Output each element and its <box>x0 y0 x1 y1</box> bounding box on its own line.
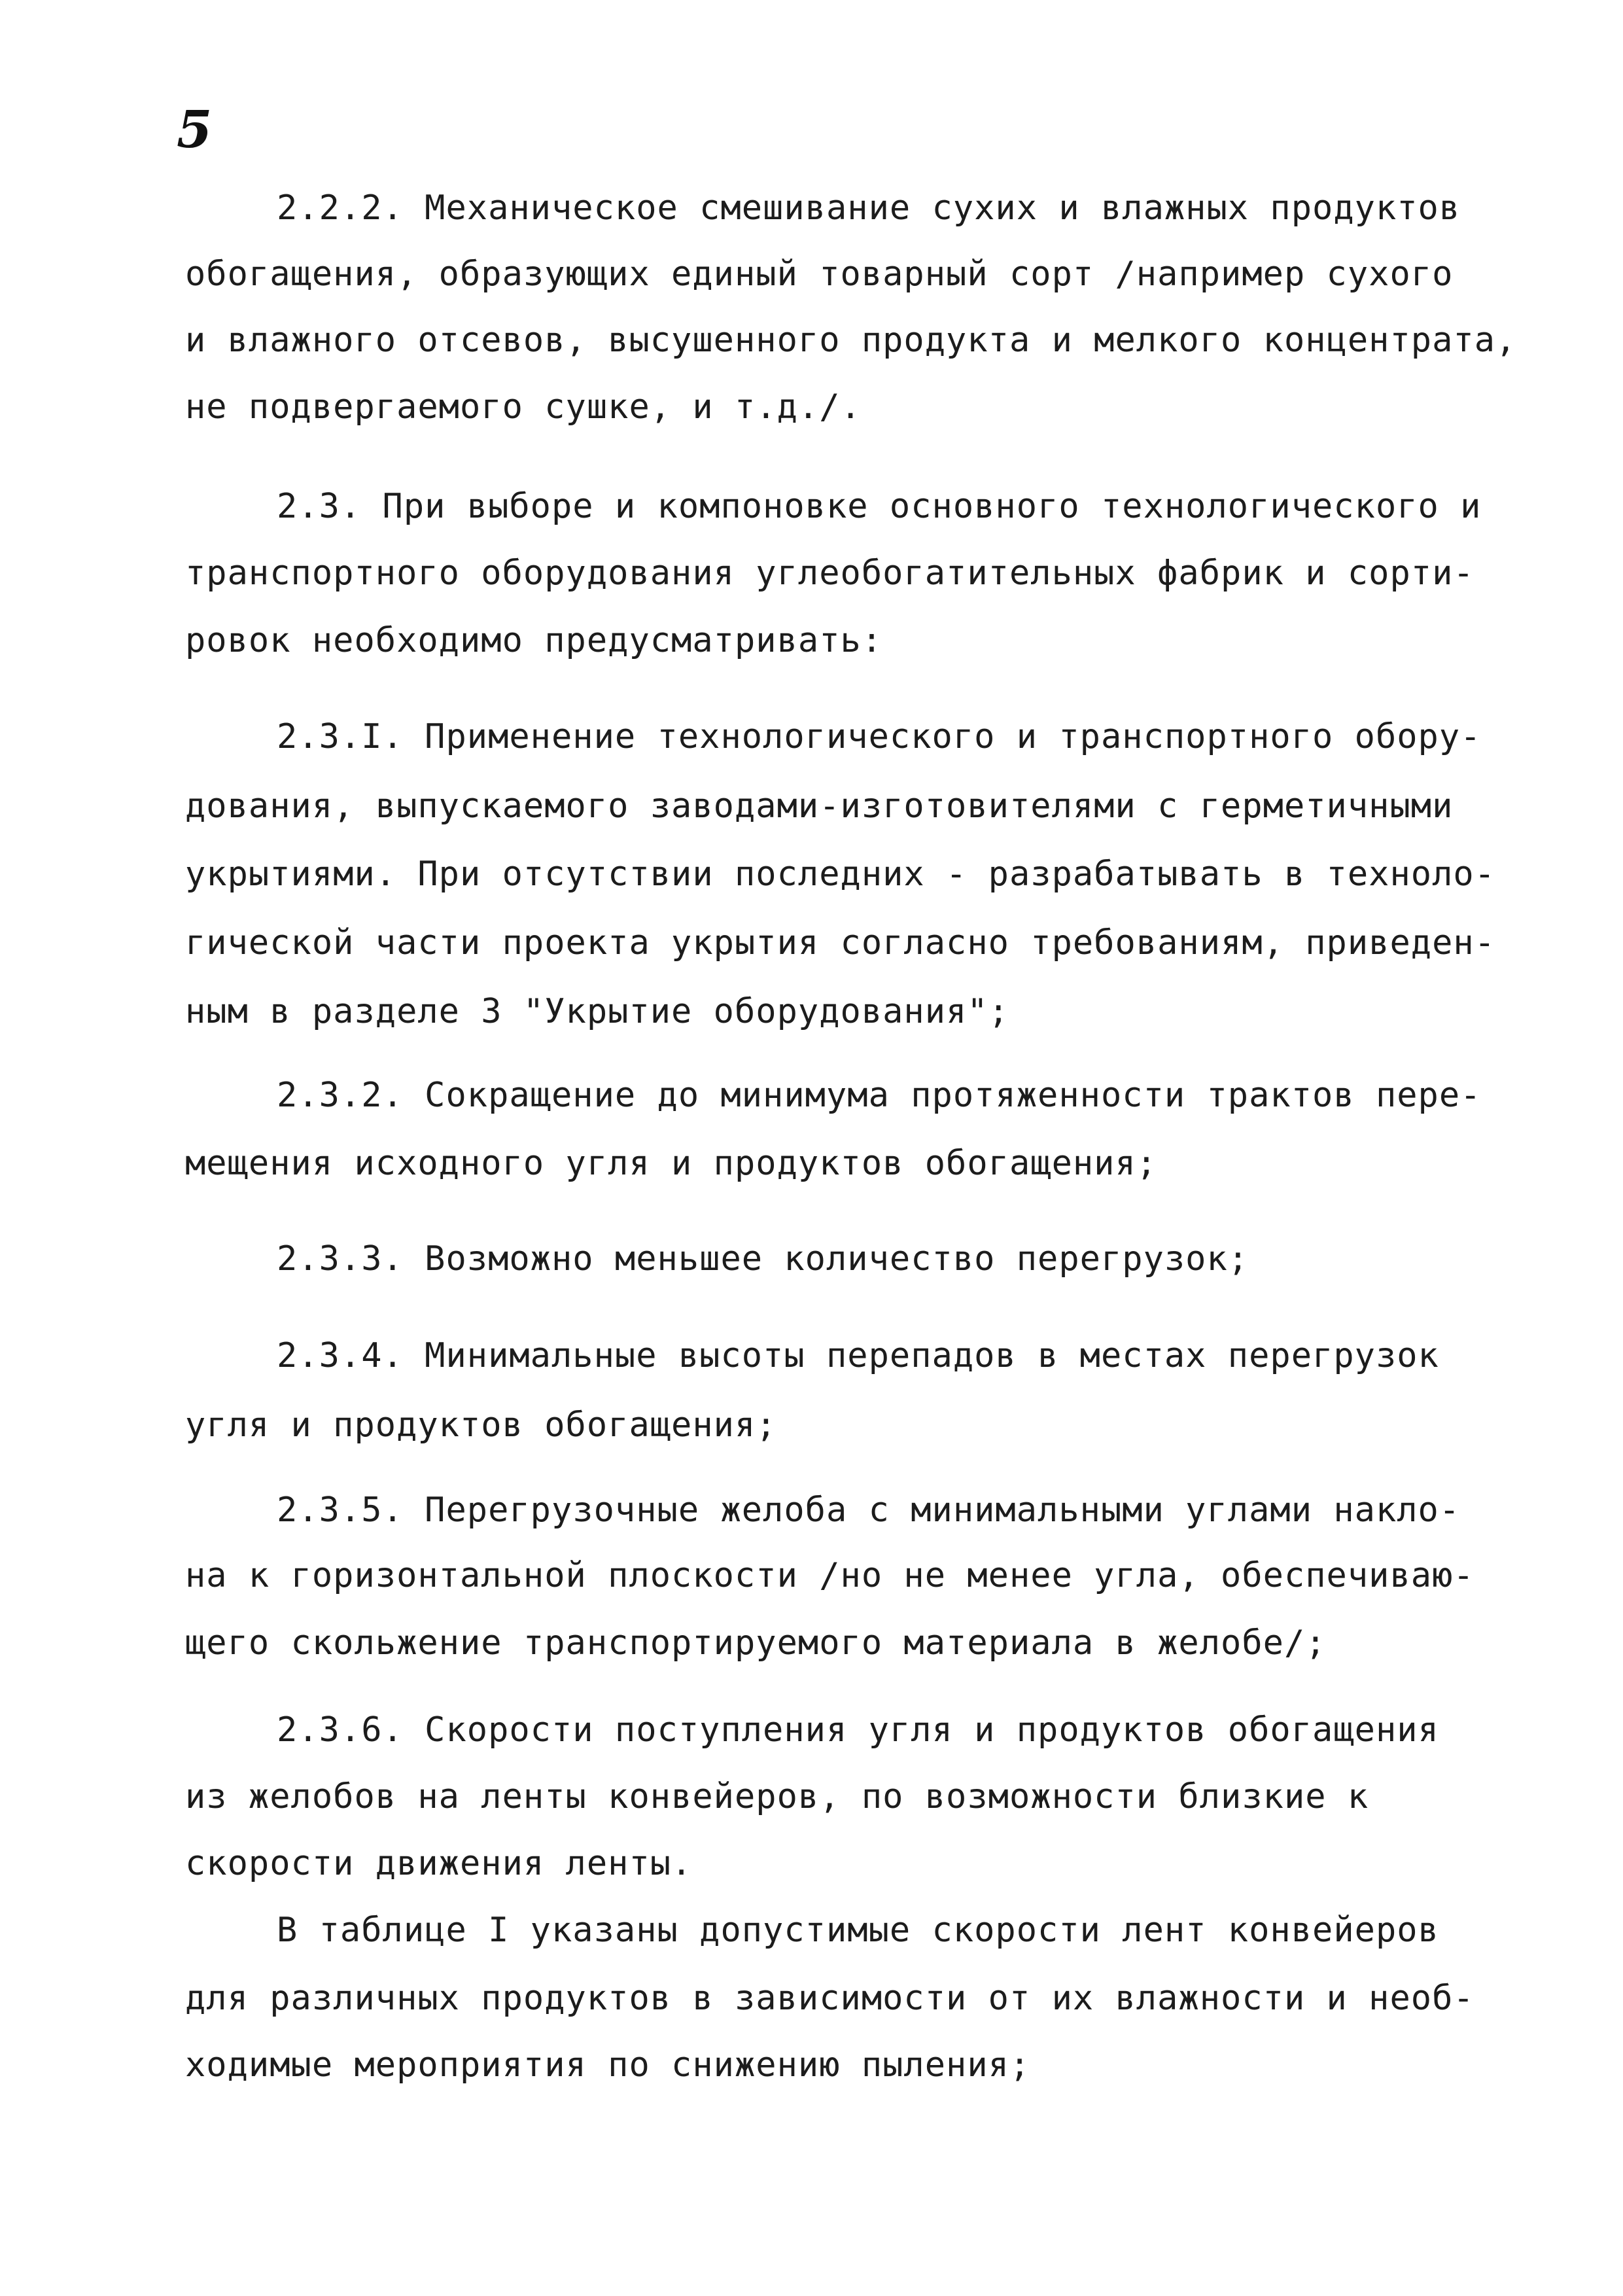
text-line: ходимые мероприятия по снижению пыления; <box>185 2045 1031 2085</box>
text-line: и влажного отсевов, высушенного продукта и мелкого концентрата, <box>185 321 1517 360</box>
text-line: 2.3.2. Сокращение до минимума протяженности трактов пере- <box>277 1076 1482 1115</box>
text-line: 2.3.5. Перегрузочные желоба с минимальными углами накло- <box>277 1491 1461 1530</box>
text-line: укрытиями. При отсутствии последних - разрабатывать в техноло- <box>185 855 1496 894</box>
text-line: ровок необходимо предусматривать: <box>185 621 883 660</box>
text-line: 2.3.I. Применение технологического и транспортного обору- <box>277 717 1482 756</box>
text-line: скорости движения ленты. <box>185 1844 693 1883</box>
text-line: транспортного оборудования углеобогатительных фабрик и сорти- <box>185 554 1475 593</box>
text-line: ным в разделе 3 "Укрытие оборудования"; <box>185 992 1009 1031</box>
text-line: 2.2.2. Механическое смешивание сухих и влажных продуктов <box>277 188 1461 228</box>
text-line: на к горизонтальной плоскости /но не менее угла, обеспечиваю- <box>185 1556 1475 1595</box>
text-line: обогащения, образующих единый товарный сорт /например сухого <box>185 255 1454 294</box>
page-number: 5 <box>177 100 213 160</box>
text-line: В таблице I указаны допустимые скорости лент конвейеров <box>277 1911 1439 1950</box>
text-line: не подвергаемого сушке, и т.д./. <box>185 387 862 427</box>
text-line: из желобов на ленты конвейеров, по возможности близкие к <box>185 1777 1369 1816</box>
text-line: 2.3.4. Минимальные высоты перепадов в местах перегрузок <box>277 1336 1439 1375</box>
text-line: 2.3. При выборе и компоновке основного технологического и <box>277 487 1482 526</box>
text-line: щего скольжение транспортируемого материала в желобе/; <box>185 1623 1327 1663</box>
text-line: дования, выпускаемого заводами-изготовителями с герметичными <box>185 786 1454 826</box>
text-line: 2.3.6. Скорости поступления угля и продуктов обогащения <box>277 1710 1439 1750</box>
text-line: гической части проекта укрытия согласно требованиям, приведен- <box>185 923 1496 963</box>
text-line: для различных продуктов в зависимости от их влажности и необ- <box>185 1979 1475 2018</box>
text-line: 2.3.3. Возможно меньшее количество перегрузок; <box>277 1239 1249 1279</box>
text-line: мещения исходного угля и продуктов обогащения; <box>185 1144 1158 1183</box>
text-line: угля и продуктов обогащения; <box>185 1405 777 1445</box>
